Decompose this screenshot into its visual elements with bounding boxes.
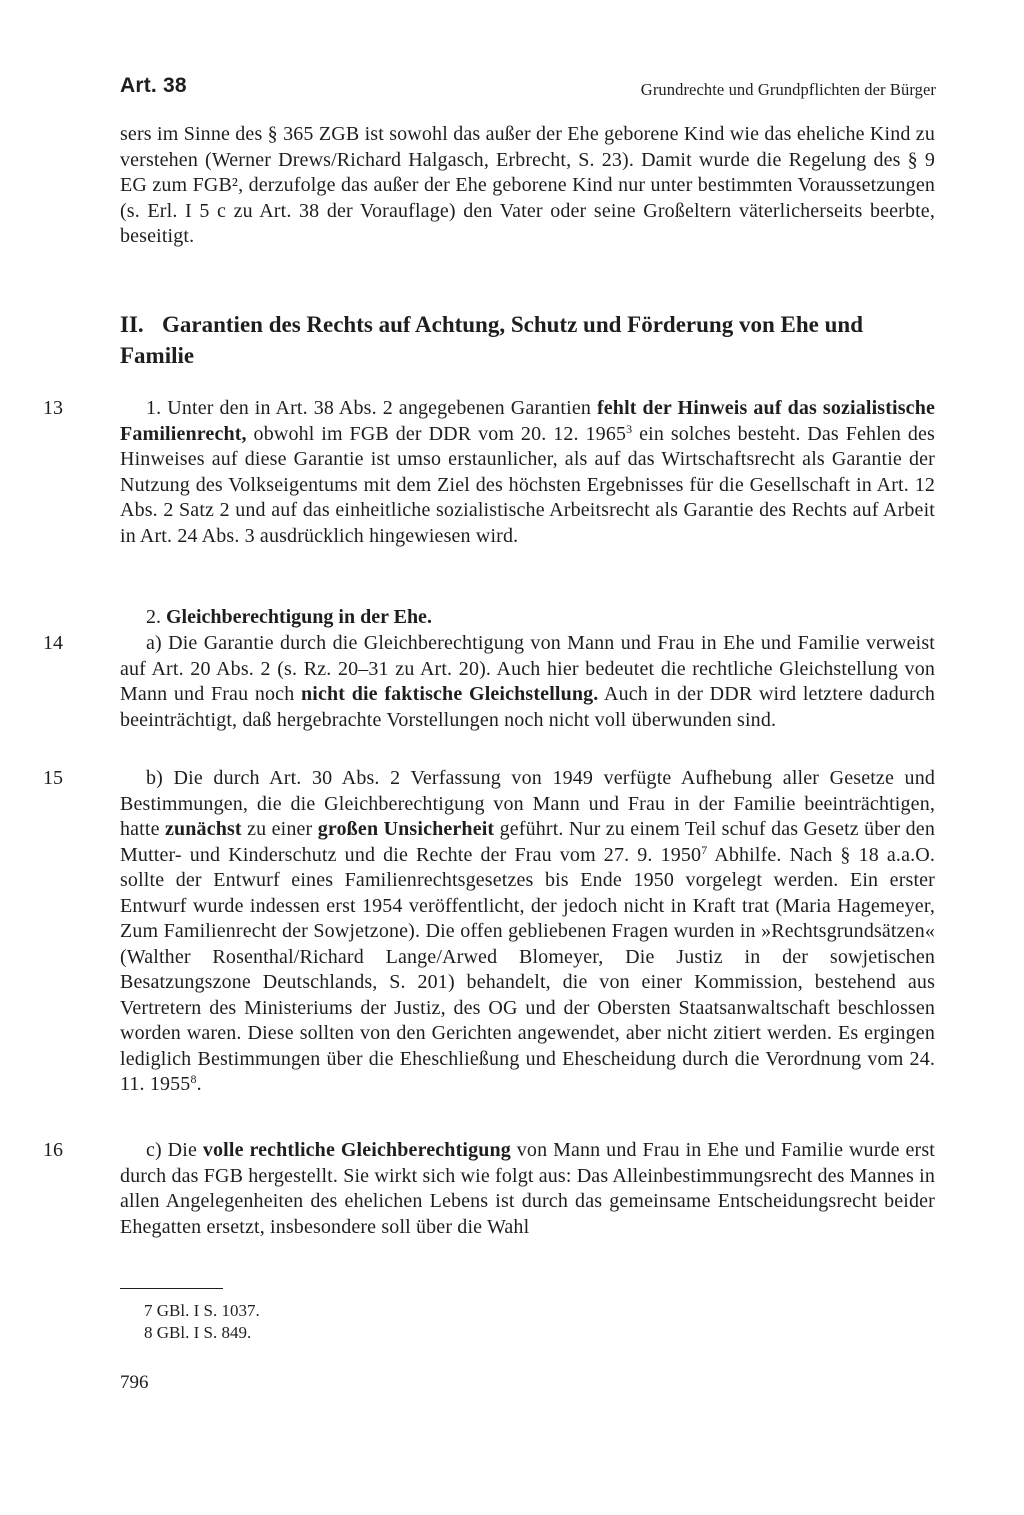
paragraph-15-text: b) Die durch Art. 30 Abs. 2 Verfassung von 1949 verfügte Aufhebung aller Gesetze und Bestimmungen, die die Gleichberechtigung von Mann und Frau in der Familie beeinträchtigen, hatte zunächst zu einer großen Unsicherheit geführt. Nur zu einem Teil schuf das Gesetz über den Mutter- und Kinderschutz und die Rechte der Frau vom 27. 9. 1950$^7$ Abhilfe. Nach § 18 a.a.O. sollte der Entwurf eines Familienrechtsgesetzes bis Ende 1950 vorgelegt werden. Ein erster Entwurf wurde indessen erst 1954 veröffentlicht, der jedoch nicht in Kraft trat (Maria Hagemeyer, Zum Familienrecht der Sowjetzone). Die offen gebliebenen Fragen wurden in »Rechtsgrundsätzen« (Walther Rosenthal/Richard Lange/Arwed Blomeyer, Die Justiz in der sowjetischen Besatzungszone Deutschlands, S. 201) behandelt, die von einer Kommission, bestehend aus Vertretern des Ministeriums der Justiz, des OG und der Obersten Staatsanwaltschaft beschlossen worden waren. Diese sollten von den Gerichten angewendet, aber nicht zitiert werden. Es ergingen lediglich Bestimmungen über die Eheschließung und Ehescheidung durch die Verordnung vom 24. 11. 1955$^8$. [120, 767, 935, 1095]
paragraph-15 [120, 766, 935, 1098]
footnote-divider [120, 1288, 223, 1289]
running-header: Grundrechte und Grundpflichten der Bürger [640, 80, 936, 99]
intro-paragraph: sers im Sinne des § 365 ZGB ist sowohl das außer der Ehe geborene Kind wie das eheliche Kind zu verstehen (Werner Drews/Richard Halgasch, Erbrecht, S. 23). Damit wurde die Regelung des § 9 EG zum FGB², derzufolge das außer der Ehe geborene Kind nur unter bestimmten Voraussetzungen (s. Erl. I 5 c zu Art. 38 der Vorauflage) den Vater oder seine Großeltern väterlicherseits beerbte, beseitigt. [120, 123, 935, 247]
margin-number-14: 14 [43, 632, 63, 654]
paragraph-16 [120, 1138, 935, 1240]
paragraph-14 [120, 631, 935, 733]
intro-block [120, 122, 935, 250]
paragraph-14-text: a) Die Garantie durch die Gleichberechtigung von Mann und Frau in Ehe und Familie verweist auf Art. 20 Abs. 2 (s. Rz. 20–31 zu Art. 20). Auch hier bedeutet die rechtliche Gleichstellung von Mann und Frau noch nicht die faktische Gleichstellung. Auch in der DDR wird letztere dadurch beeinträchtigt, daß hergebrachte Vorstellungen noch nicht voll überwunden sind. [120, 632, 935, 731]
paragraph-13-text: 1. Unter den in Art. 38 Abs. 2 angegebenen Garantien fehlt der Hinweis auf das sozialistische Familienrecht, obwohl im FGB der DDR vom 20. 12. 1965$^3$ ein solches besteht. Das Fehlen des Hinweises auf diese Garantie ist umso erstaunlicher, als auf das Wirtschaftsrecht als Garantie der Nutzung des Volkseigentums mit dem Ziel des höchsten Ergebnisses für die Gesellschaft in Art. 12 Abs. 2 Satz 2 und auf das einheitliche sozialistische Arbeitsrecht als Garantie des Rechts auf Arbeit in Art. 24 Abs. 3 ausdrücklich hingewiesen wird. [120, 397, 935, 547]
footnotes [144, 1300, 260, 1344]
footnote-8: 8 GBl. I S. 849. [144, 1323, 252, 1342]
section-number: II. [120, 312, 144, 337]
subheading-block [120, 605, 935, 631]
paragraph-13 [120, 396, 935, 549]
section-title: Garantien des Rechts auf Achtung, Schutz und Förderung von Ehe und Familie [120, 312, 863, 368]
footnote-7: 7 GBl. I S. 1037. [144, 1301, 260, 1320]
margin-number-16: 16 [43, 1139, 63, 1161]
margin-number-15: 15 [43, 767, 63, 789]
subheading-equality: 2. Gleichberechtigung in der Ehe. [146, 606, 432, 628]
paragraph-16-text: c) Die volle rechtliche Gleichberechtigung von Mann und Frau in Ehe und Familie wurde erst durch das FGB hergestellt. Sie wirkt sich wie folgt aus: Das Alleinbestimmungsrecht des Mannes in allen Angelegenheiten des ehelichen Lebens ist durch das gemeinsame Entscheidungsrecht beider Ehegatten ersetzt, insbesondere soll über die Wahl [120, 1139, 935, 1238]
section-heading [120, 309, 920, 371]
page-number: 796 [120, 1372, 149, 1393]
margin-number-13: 13 [43, 397, 63, 419]
article-label: Art. 38 [120, 74, 187, 97]
